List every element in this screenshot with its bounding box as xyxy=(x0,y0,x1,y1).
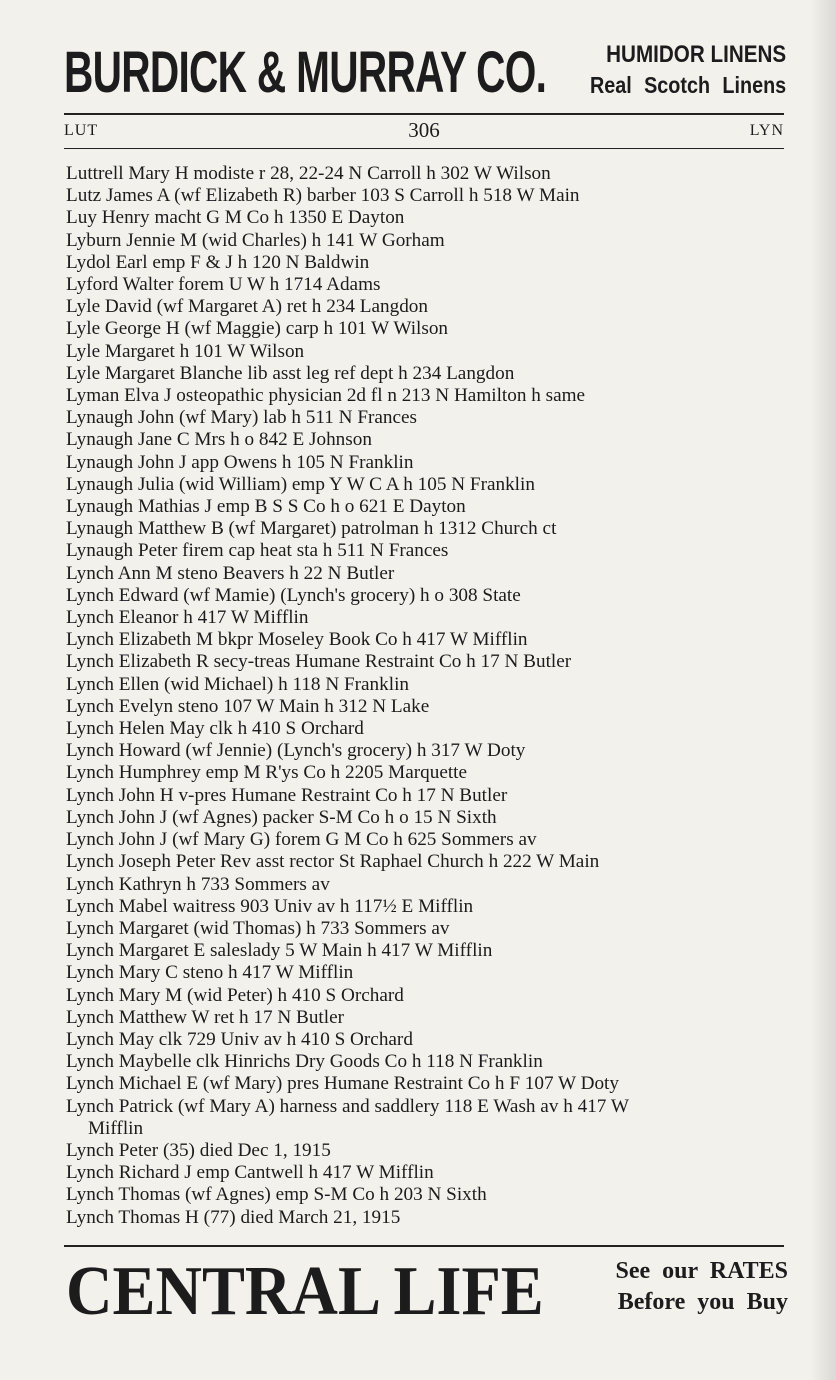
tagline-line-1: See our RATES xyxy=(615,1258,788,1284)
directory-entry: Lynch May clk 729 Univ av h 410 S Orchard xyxy=(66,1028,413,1050)
running-header xyxy=(64,120,784,144)
top-ad-divider xyxy=(64,113,784,115)
directory-entry: Lynch Helen May clk h 410 S Orchard xyxy=(66,718,364,740)
bottom-advertisement xyxy=(64,1254,788,1330)
directory-entry: Lynaugh John (wf Mary) lab h 511 N Frances xyxy=(66,407,417,429)
directory-entry: Lynch Ann M steno Beavers h 22 N Butler xyxy=(66,562,395,584)
directory-entry-continuation xyxy=(66,1118,796,1140)
directory-entry: Lynch Edward (wf Mamie) (Lynch's grocery) h o 308 State xyxy=(66,584,521,606)
directory-entry: Lynch Maybelle clk Hinrichs Dry Goods Co h 118 N Franklin xyxy=(66,1051,543,1073)
directory-entry: Lynch John H v-pres Humane Restraint Co h 17 N Butler xyxy=(66,784,508,806)
directory-entry: Lynch Evelyn steno 107 W Main h 312 N Lake xyxy=(66,695,430,717)
directory-entry: Lynch John J (wf Mary G) forem G M Co h 625 Sommers av xyxy=(66,829,537,851)
advertiser-name: CENTRAL LIFE xyxy=(66,1253,544,1330)
advertiser-tagline xyxy=(558,40,786,100)
directory-entry: Lynch Humphrey emp M R'ys Co h 2205 Marquette xyxy=(66,762,468,784)
advertiser-tagline xyxy=(616,1256,788,1318)
directory-entry: Lynch Michael E (wf Mary) pres Humane Restraint Co h F 107 W Doty xyxy=(66,1073,619,1095)
page-number: 306 xyxy=(408,118,440,142)
header-range-start: LUT xyxy=(64,122,99,139)
directory-entry: Lutz James A (wf Elizabeth R) barber 103 S Carroll h 518 W Main xyxy=(66,185,580,207)
directory-entry: Lynch Mary C steno h 417 W Mifflin xyxy=(66,962,354,984)
directory-entry: Lynch Thomas (wf Agnes) emp S-M Co h 203 N Sixth xyxy=(66,1184,487,1206)
bottom-ad-divider xyxy=(64,1245,784,1247)
directory-entry: Lynch Peter (35) died Dec 1, 1915 xyxy=(66,1139,331,1161)
directory-entry: Lynch Margaret (wid Thomas) h 733 Sommers av xyxy=(66,917,450,939)
directory-entry: Lynch Eleanor h 417 W Mifflin xyxy=(66,607,309,629)
directory-entry: Lydol Earl emp F & J h 120 N Baldwin xyxy=(66,251,370,273)
directory-entry: Lyford Walter forem U W h 1714 Adams xyxy=(66,274,381,296)
directory-entry: Lynch Margaret E saleslady 5 W Main h 417 W Mifflin xyxy=(66,940,493,962)
directory-entry: Lynch Ellen (wid Michael) h 118 N Franklin xyxy=(66,673,409,695)
directory-listing xyxy=(66,163,796,1229)
directory-entry: Lynch Kathryn h 733 Sommers av xyxy=(66,873,330,895)
directory-entry: Lynaugh Peter firem cap heat sta h 511 N Frances xyxy=(66,540,449,562)
header-divider xyxy=(64,148,784,149)
continuation-text: Mifflin xyxy=(88,1117,144,1139)
directory-entry: Lyle Margaret h 101 W Wilson xyxy=(66,340,305,362)
directory-entry: Lynch Mabel waitress 903 Univ av h 117½ E Mifflin xyxy=(66,895,474,917)
directory-entry: Lynaugh Matthew B (wf Margaret) patrolman h 1312 Church ct xyxy=(66,518,557,540)
directory-entry: Lyburn Jennie M (wid Charles) h 141 W Gorham xyxy=(66,229,445,251)
page-edge-shadow xyxy=(810,0,836,1380)
directory-entry: Lynaugh Jane C Mrs h o 842 E Johnson xyxy=(66,429,372,451)
directory-entry: Luttrell Mary H modiste r 28, 22-24 N Carroll h 302 W Wilson xyxy=(66,163,551,184)
header-range-end: LYN xyxy=(749,122,784,139)
directory-entry: Lynch Elizabeth R secy-treas Humane Restraint Co h 17 N Butler xyxy=(66,651,572,673)
directory-entry: Lynaugh Julia (wid William) emp Y W C A h 105 N Franklin xyxy=(66,473,535,495)
directory-entry: Lynch Howard (wf Jennie) (Lynch's grocery) h 317 W Doty xyxy=(66,740,526,762)
directory-entry: Lynaugh John J app Owens h 105 N Franklin xyxy=(66,451,414,473)
directory-entry: Lynch Joseph Peter Rev asst rector St Raphael Church h 222 W Main xyxy=(66,851,600,873)
directory-entry: Lynch Patrick (wf Mary A) harness and saddlery 118 E Wash av h 417 W xyxy=(66,1095,629,1117)
directory-entry: Luy Henry macht G M Co h 1350 E Dayton xyxy=(66,207,405,229)
directory-entry: Lynch Mary M (wid Peter) h 410 S Orchard xyxy=(66,984,404,1006)
directory-entry: Lynch Elizabeth M bkpr Moseley Book Co h 417 W Mifflin xyxy=(66,629,528,651)
directory-entry: Lyle Margaret Blanche lib asst leg ref dept h 234 Langdon xyxy=(66,362,515,384)
tagline-line-1: HUMIDOR LINENS xyxy=(605,41,786,68)
top-advertisement xyxy=(64,38,786,110)
directory-entry: Lyle David (wf Margaret A) ret h 234 Langdon xyxy=(66,296,428,318)
directory-entry: Lynch Thomas H (77) died March 21, 1915 xyxy=(66,1206,401,1228)
tagline-line-2: Before you Buy xyxy=(617,1289,788,1315)
directory-entry: Lynaugh Mathias J emp B S S Co h o 621 E Dayton xyxy=(66,496,466,518)
directory-entry: Lynch John J (wf Agnes) packer S-M Co h o 15 N Sixth xyxy=(66,806,497,828)
advertiser-name: BURDICK & MURRAY CO. xyxy=(64,40,547,105)
directory-entry: Lyle George H (wf Maggie) carp h 101 W Wilson xyxy=(66,318,449,340)
directory-entry: Lynch Matthew W ret h 17 N Butler xyxy=(66,1006,344,1028)
tagline-line-2: Real Scotch Linens xyxy=(589,72,786,98)
directory-entry: Lyman Elva J osteopathic physician 2d fl n 213 N Hamilton h same xyxy=(66,385,586,407)
directory-entry: Lynch Richard J emp Cantwell h 417 W Mifflin xyxy=(66,1162,434,1184)
